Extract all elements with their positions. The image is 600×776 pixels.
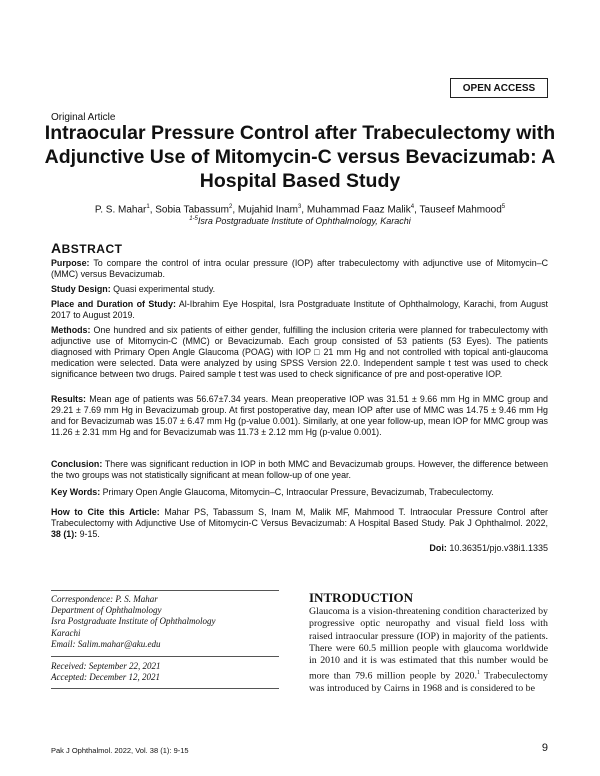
- abstract-conclusion: [51, 459, 548, 481]
- reference-sup: 1: [476, 670, 480, 677]
- author-name: Sobia Tabassum: [155, 204, 230, 216]
- introduction-heading: INTRODUCTION: [309, 590, 414, 605]
- citation: [51, 507, 548, 540]
- doi-link[interactable]: 10.36351/pjo.v38i1.1335: [446, 543, 548, 553]
- methods-label: Methods:: [51, 325, 91, 335]
- abstract-heading-initial: A: [51, 240, 62, 256]
- footer-journal: Pak J Ophthalmol. 2022, Vol. 38 (1): 9-15: [51, 746, 189, 755]
- keywords-text: Primary Open Angle Glaucoma, Mitomycin–C, Intraocular Pressure, Bevacizumab, Trabeculectomy.: [100, 487, 494, 497]
- citation-volume: 38 (1):: [51, 528, 78, 539]
- correspondence-city: Karachi: [51, 627, 81, 638]
- abstract-keywords: [51, 487, 548, 498]
- methods-text: One hundred and six patients of either gender, fulfilling the inclusion criteria were planned for trabeculectomy with adjunctive use of Mitomycin-C (MMC) or Bevacizumab. Each group consisted of 53 patients (53 Eyes). The patients diagnosed with Primary Open Angle Glaucoma (POAG) with IOP □ 21 mm Hg and not controlled with topical anti-glaucoma medication were selected. Data were analyzed by using SPSS Version 22.0. Independent sample t test was used to check significance between two drugs. Paired sample t test was used to check significance of pre and post-operative IOP.: [51, 325, 548, 379]
- abstract-heading: [51, 240, 122, 256]
- affiliation-sup: 1-5: [189, 216, 198, 222]
- abstract-purpose: [51, 258, 548, 280]
- place-label: Place and Duration of Study:: [51, 299, 176, 309]
- correspondence-block: [51, 594, 281, 650]
- doi-label: Doi:: [429, 543, 447, 553]
- correspondence-dept: Department of Ophthalmology: [51, 605, 162, 616]
- abstract-methods: [51, 325, 548, 380]
- author-name: Tauseef Mahmood: [419, 204, 502, 216]
- design-label: Study Design:: [51, 284, 111, 294]
- abstract-results: [51, 394, 548, 438]
- purpose-label: Purpose:: [51, 258, 90, 268]
- author-name: Mujahid Inam: [237, 204, 298, 216]
- doi: [429, 543, 548, 553]
- introduction-text-part2: Trabeculectomy was introduced by Cairns in 1968 and is considered to be: [309, 670, 548, 695]
- affiliation-text: Isra Postgraduate Institute of Ophthalmology, Karachi: [197, 216, 411, 226]
- accepted-date: Accepted: December 12, 2021: [51, 672, 160, 683]
- purpose-text: To compare the control of intra ocular pressure (IOP) after trabeculectomy with adjunctive use of Mitomycin–C (MMC) versus Bevacizumab.: [51, 258, 548, 279]
- abstract-design: [51, 284, 548, 295]
- correspondence-email[interactable]: Email: Salim.mahar@aku.edu: [51, 638, 161, 649]
- conclusion-label: Conclusion:: [51, 459, 103, 469]
- results-text: Mean age of patients was 56.67±7.34 years. Mean preoperative IOP was 31.51 ± 9.66 mm Hg in MMC group and 29.21 ± 7.69 mm Hg in Bevacizumab group. At first postoperative day, mean IOP after use of MMC was 14.75 ± 9.46 mm Hg and for Bevacizumab was 15.07 ± 6.47 mm Hg (p-value 0.001). Similarly, at one year follow-up, mean IOP for MMC group was 11.26 ± 2.31 mm Hg and for Bevacizumab was 11.73 ± 2.12 mm Hg (p-value 0.001).: [51, 394, 548, 437]
- open-access-badge: OPEN ACCESS: [450, 78, 548, 98]
- dates-bottom-rule: [51, 688, 279, 689]
- keywords-label: Key Words:: [51, 487, 101, 497]
- results-label: Results:: [51, 394, 87, 404]
- abstract-place: [51, 299, 548, 321]
- dates-block: [51, 661, 281, 683]
- author-affil-sup: 4: [410, 204, 415, 210]
- introduction-text-part1: Glaucoma is a vision-threatening condition characterized by progressive optic neuropathy and visual field loss with raised intraocular pressure (IOP) in majority of the patients. There were 60.5 million people with glaucoma worldwide in 2010 and it is was estimated that this number would be more than 79.6 million people by 2020.: [309, 606, 548, 682]
- citation-text: Mahar PS, Tabassum S, Inam M, Malik MF, Mahmood T. Intraocular Pressure Control after Trabeculectomy with Adjunctive Use of Mitomycin-C Versus Bevacizumab: A Hospital Based Study. Pak J Ophthalmol. 2022,: [51, 507, 549, 528]
- place-text: Al-Ibrahim Eye Hospital, Isra Postgraduate Institute of Ophthalmology, Karachi, from August 2017 to August 2019.: [51, 299, 548, 320]
- correspondence-name: Correspondence: P. S. Mahar: [51, 594, 158, 604]
- correspondence-institute: Isra Postgraduate Institute of Ophthalmology: [51, 616, 216, 627]
- dates-top-rule: [51, 656, 279, 657]
- conclusion-text: There was significant reduction in IOP in both MMC and Bevacizumab groups. However, the difference between the two groups was not statistically significant at mean follow-up of one year.: [51, 459, 548, 480]
- citation-pages: 9-15.: [77, 528, 100, 539]
- author-separator: ,: [149, 204, 156, 216]
- page-number: 9: [541, 742, 548, 754]
- author-affil-sup: 3: [297, 204, 302, 210]
- author-affil-sup: 5: [501, 204, 506, 210]
- article-type: Original Article: [51, 112, 116, 123]
- design-text: Quasi experimental study.: [110, 284, 216, 294]
- author-affil-sup: 1: [146, 204, 150, 210]
- citation-label: How to Cite this Article:: [51, 507, 160, 517]
- article-title: Intraocular Pressure Control after Trabeculectomy with Adjunctive Use of Mitomycin-C versus Bevacizumab: A Hospital Based Study: [44, 122, 556, 192]
- author-separator: ,: [414, 204, 420, 216]
- introduction-text: [309, 606, 548, 695]
- author-name: Muhammad Faaz Malik: [306, 204, 411, 216]
- correspondence-top-rule: [51, 590, 279, 591]
- author-affil-sup: 2: [229, 204, 233, 210]
- received-date: Received: September 22, 2021: [51, 661, 161, 671]
- author-name: P. S. Mahar: [94, 204, 147, 216]
- affiliation: [40, 216, 560, 226]
- author-list: [40, 204, 560, 215]
- author-separator: ,: [232, 204, 238, 216]
- author-separator: ,: [301, 204, 307, 216]
- abstract-heading-rest: BSTRACT: [61, 242, 123, 256]
